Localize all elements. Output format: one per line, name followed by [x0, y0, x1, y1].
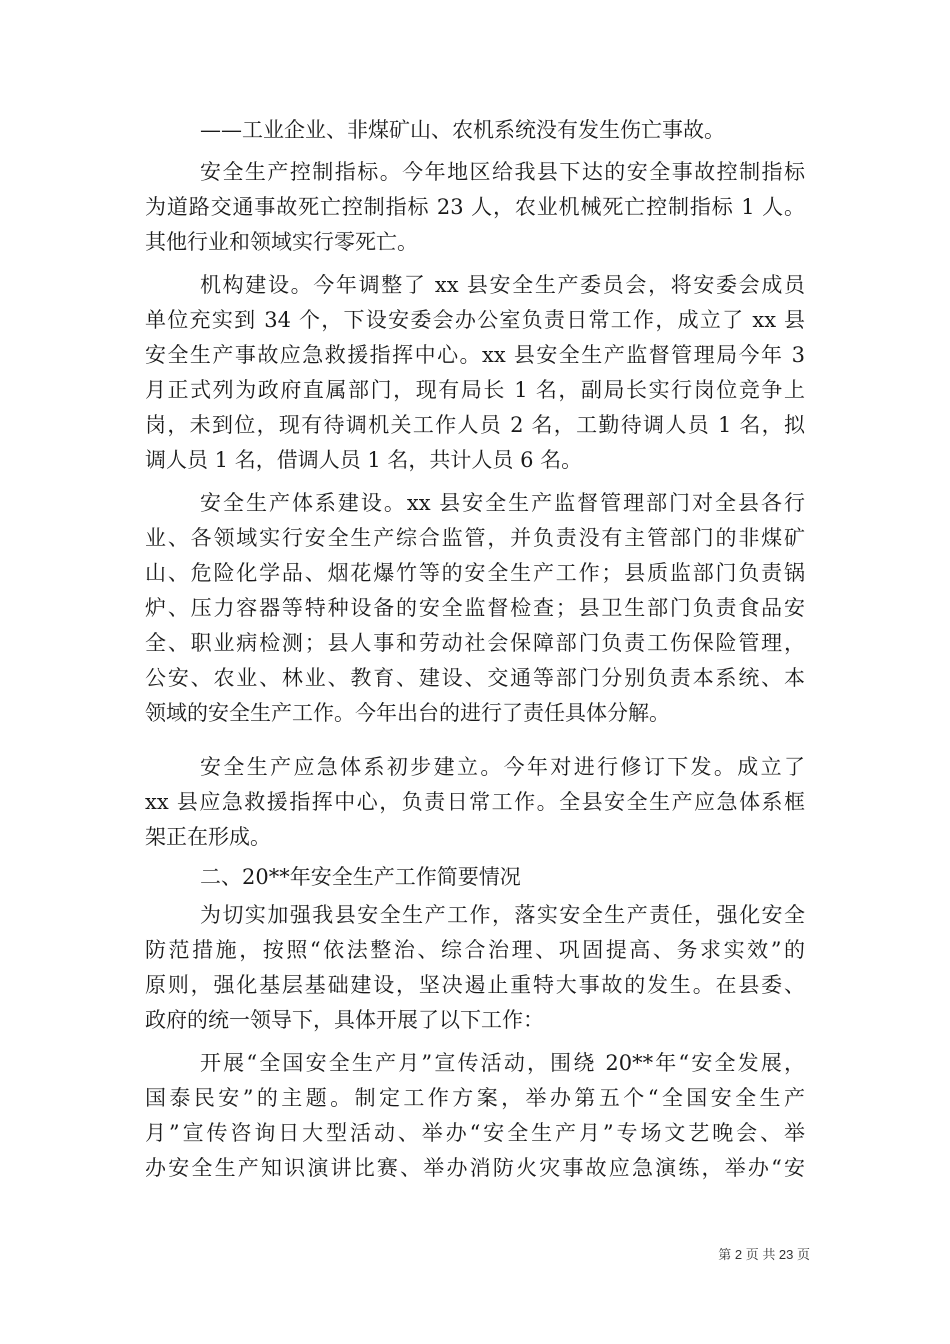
text-line: xx 县应急救援指挥中心，负责日常工作。全县安全生产应急体系框 — [145, 790, 805, 814]
text-line: 调人员 1 名，借调人员 1 名，共计人员 6 名。 — [145, 448, 583, 472]
text-line: 防范措施，按照“依法整治、综合治理、巩固提高、务求实效”的 — [145, 938, 805, 962]
text-line: 机构建设。今年调整了 xx 县安全生产委员会，将安委会成员 — [200, 273, 805, 297]
page-number-footer: 第 2 页 共 23 页 — [718, 1247, 810, 1262]
text-line: 公安、农业、林业、教育、建设、交通等部门分别负责本系统、本 — [145, 666, 805, 690]
text-line: 国泰民安”的主题。制定工作方案，举办第五个“全国安全生产 — [145, 1086, 805, 1110]
text-line: 安全生产应急体系初步建立。今年对进行修订下发。成立了 — [200, 755, 805, 779]
text-line: 山、危险化学品、烟花爆竹等的安全生产工作；县质监部门负责锅 — [145, 561, 805, 585]
text-line: 安全生产事故应急救援指挥中心。xx 县安全生产监督管理局今年 3 — [145, 343, 805, 367]
text-line: 办安全生产知识演讲比赛、举办消防火灾事故应急演练，举办“安 — [145, 1156, 805, 1180]
text-line: 为道路交通事故死亡控制指标 23 人，农业机械死亡控制指标 1 人。 — [145, 195, 805, 219]
text-line: 安全生产控制指标。今年地区给我县下达的安全事故控制指标 — [200, 160, 805, 184]
text-line: 领域的安全生产工作。今年出台的进行了责任具体分解。 — [145, 701, 670, 725]
text-line: 政府的统一领导下，具体开展了以下工作： — [145, 1008, 544, 1032]
text-line: 月正式列为政府直属部门，现有局长 1 名，副局长实行岗位竞争上 — [145, 378, 805, 402]
text-line: 单位充实到 34 个，下设安委会办公室负责日常工作，成立了 xx 县 — [145, 308, 805, 332]
text-line: 开展“全国安全生产月”宣传活动，围绕 20**年“安全发展， — [200, 1051, 805, 1075]
text-line: 其他行业和领域实行零死亡。 — [145, 230, 418, 254]
text-line: 炉、压力容器等特种设备的安全监督检查；县卫生部门负责食品安 — [145, 596, 805, 620]
text-line: ——工业企业、非煤矿山、农机系统没有发生伤亡事故。 — [200, 118, 725, 142]
text-line: 架正在形成。 — [145, 825, 271, 849]
text-line: 原则，强化基层基础建设，坚决遏止重特大事故的发生。在县委、 — [145, 973, 805, 997]
text-line: 全、职业病检测；县人事和劳动社会保障部门负责工伤保险管理， — [145, 631, 805, 655]
text-line: 月”宣传咨询日大型活动、举办“安全生产月”专场文艺晚会、举 — [145, 1121, 805, 1145]
text-line: 岗，未到位，现有待调机关工作人员 2 名，工勤待调人员 1 名，拟 — [145, 413, 805, 437]
text-line: 二、20**年安全生产工作简要情况 — [200, 865, 521, 889]
text-line: 业、各领域实行安全生产综合监管，并负责没有主管部门的非煤矿 — [145, 526, 805, 550]
text-line: 为切实加强我县安全生产工作，落实安全生产责任，强化安全 — [200, 903, 805, 927]
text-line: 安全生产体系建设。xx 县安全生产监督管理部门对全县各行 — [200, 491, 805, 515]
